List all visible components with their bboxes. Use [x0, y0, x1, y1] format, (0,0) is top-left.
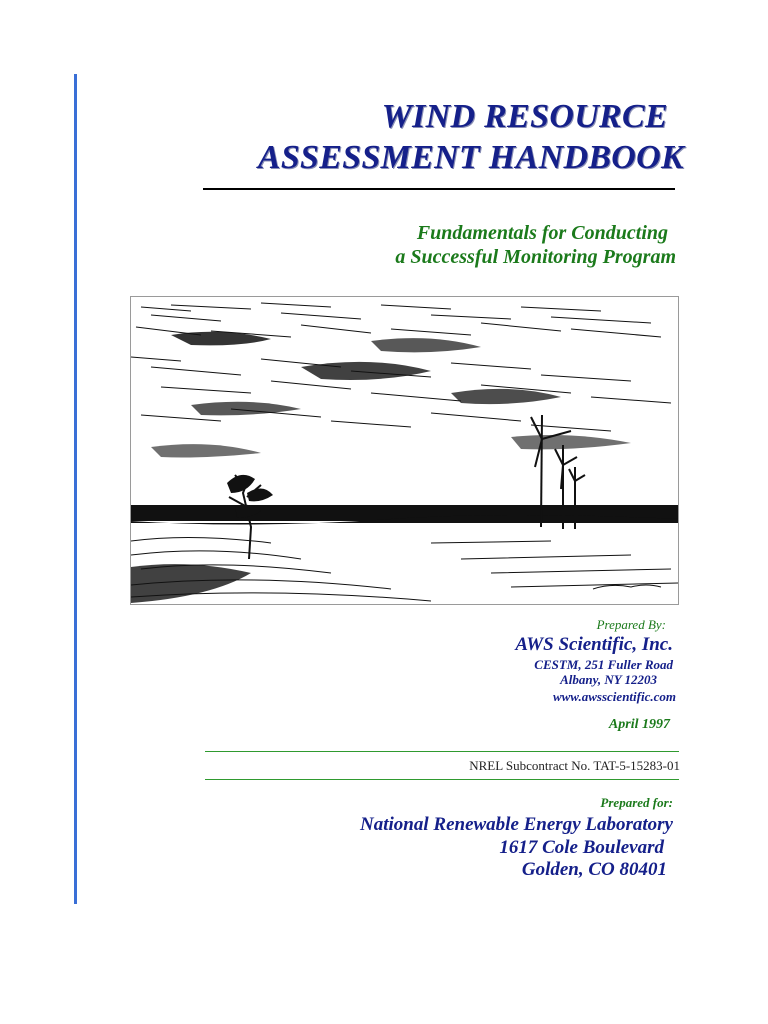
document-title-line-1: WIND RESOURCE — [381, 98, 668, 135]
subtitle-line-1: Fundamentals for Conducting — [416, 222, 668, 244]
subtitle-line-2: a Successful Monitoring Program — [395, 246, 676, 268]
publication-date: April 1997 — [608, 717, 670, 732]
contract-divider-top — [205, 751, 679, 752]
preparer-website: www.awsscientific.com — [552, 689, 676, 704]
client-address-line-1: 1617 Cole Boulevard — [499, 837, 664, 858]
preparer-org: AWS Scientific, Inc. — [515, 634, 673, 655]
contract-divider-bottom — [205, 779, 679, 780]
left-margin-rule — [74, 74, 77, 904]
prepared-by-label: Prepared By: — [596, 617, 666, 632]
title-divider — [203, 188, 675, 190]
client-address-line-2: Golden, CO 80401 — [521, 859, 667, 880]
prepared-for-label: Prepared for: — [600, 795, 673, 810]
landscape-with-wind-turbines-illustration — [131, 297, 678, 604]
preparer-address-line-1: CESTM, 251 Fuller Road — [534, 657, 673, 672]
preparer-address-line-2: Albany, NY 12203 — [560, 672, 657, 687]
contract-number: NREL Subcontract No. TAT-5-15283-01 — [469, 758, 680, 773]
client-org: National Renewable Energy Laboratory — [360, 814, 673, 835]
document-title-line-2: ASSESSMENT HANDBOOK — [257, 139, 684, 176]
cover-illustration — [130, 296, 679, 605]
